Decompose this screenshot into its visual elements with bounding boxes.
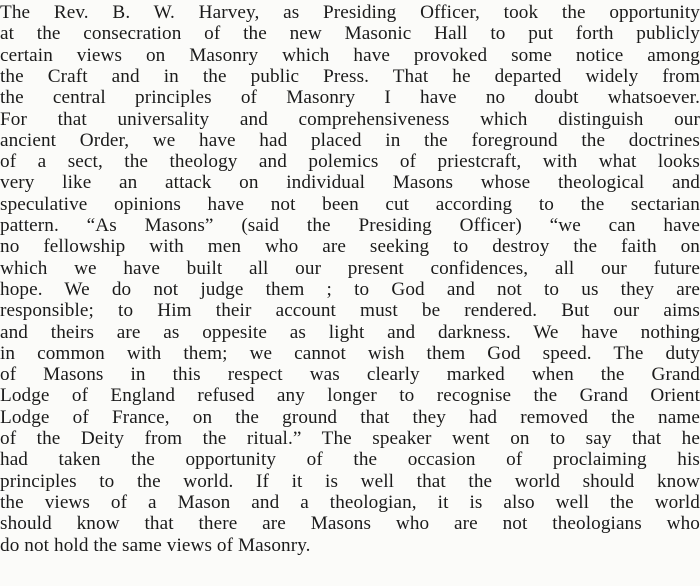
text-line: speculative opinions have not been cut according to the sectarian xyxy=(0,193,700,215)
text-line: do not hold the same views of Masonry. xyxy=(0,534,311,556)
text-line: The Rev. B. W. Harvey, as Presiding Officer, took the opportunity xyxy=(0,2,700,23)
text-line: the central principles of Masonry I have no doubt whatsoever. xyxy=(0,87,700,109)
text-line: at the consecration of the new Masonic Hall to put forth publicly xyxy=(0,23,700,45)
text-line: which we have built all our present confidences, all our future xyxy=(0,257,700,279)
text-line: of a sect, the theology and polemics of priestcraft, with what looks xyxy=(0,151,700,173)
text-line: responsible; to Him their account must be rendered. But our aims xyxy=(0,300,700,322)
text-line: principles to the world. If it is well that the world should know xyxy=(0,470,700,492)
text-line: no fellowship with men who are seeking to destroy the faith on xyxy=(0,236,700,258)
text-line: Lodge of England refused any longer to recognise the Grand Orient xyxy=(0,385,700,407)
text-line: had taken the opportunity of the occasion of proclaiming his xyxy=(0,449,700,471)
text-line: For that universality and comprehensiveness which distinguish our xyxy=(0,108,700,130)
text-line: should know that there are Masons who are not theologians who xyxy=(0,513,700,535)
text-line: of the Deity from the ritual.” The speaker went on to say that he xyxy=(0,428,700,449)
text-line: Lodge of France, on the ground that they had removed the name xyxy=(0,406,700,428)
text-line: ancient Order, we have had placed in the foreground the doctrines xyxy=(0,129,700,151)
text-line: certain views on Masonry which have provoked some notice among xyxy=(0,44,700,66)
text-line: hope. We do not judge them ; to God and not to us they are xyxy=(0,278,700,300)
text-line: very like an attack on individual Masons whose theological and xyxy=(0,172,700,194)
text-line: the views of a Mason and a theologian, it is also well the world xyxy=(0,491,700,513)
text-line: pattern. “As Masons” (said the Presiding Officer) “we can have xyxy=(0,215,700,236)
text-line: of Masons in this respect was clearly marked when the Grand xyxy=(0,364,700,386)
text-line: in common with them; we cannot wish them God speed. The duty xyxy=(0,342,700,364)
text-line: and theirs are as oppesite as light and darkness. We have nothing xyxy=(0,321,700,343)
text-line: the Craft and in the public Press. That he departed widely from xyxy=(0,65,700,87)
